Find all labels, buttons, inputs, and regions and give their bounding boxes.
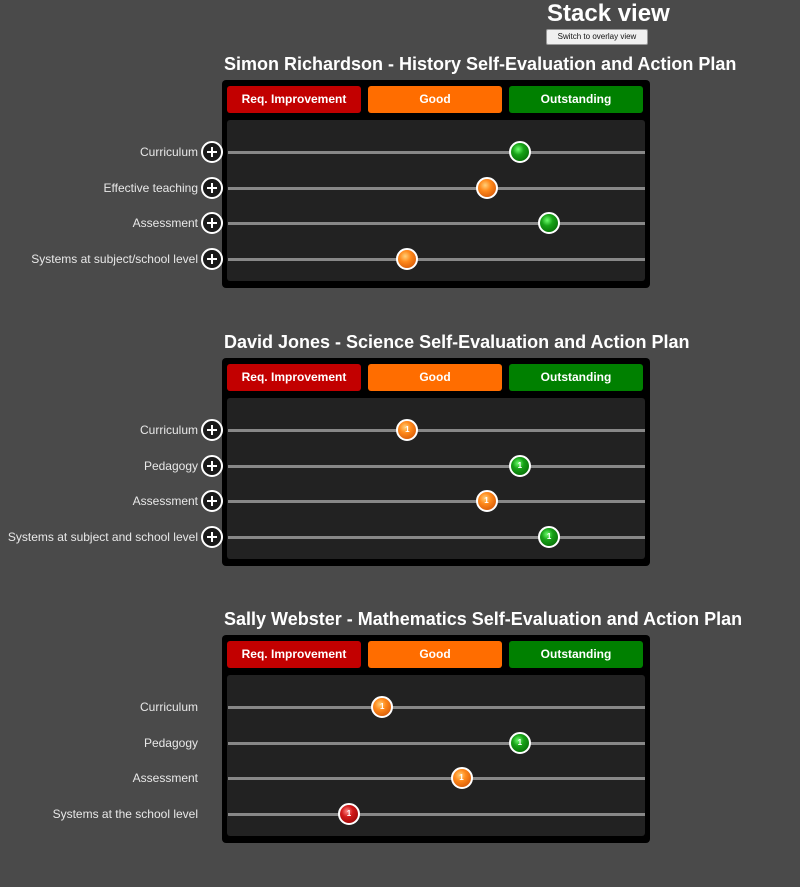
rating-marker-red[interactable]: 1 <box>338 803 360 825</box>
evaluation-panel <box>222 80 650 288</box>
expand-plus-icon[interactable] <box>201 490 223 512</box>
plan-title: David Jones - Science Self-Evaluation and Action Plan <box>224 332 690 352</box>
criterion-slider-track <box>228 536 645 539</box>
plan-section-3 <box>0 607 800 887</box>
criterion-slider-track <box>228 258 645 261</box>
rating-marker-orange[interactable] <box>476 177 498 199</box>
rating-marker-green[interactable]: 1 <box>509 455 531 477</box>
criterion-label: Curriculum <box>139 423 198 437</box>
band-req-improvement: Req. Improvement <box>227 86 361 113</box>
expand-plus-icon[interactable] <box>201 212 223 234</box>
criterion-label: Assessment <box>132 216 198 230</box>
evaluation-panel <box>222 635 650 843</box>
rating-marker-orange[interactable]: 1 <box>451 767 473 789</box>
criterion-label: Systems at subject/school level <box>31 252 198 266</box>
criterion-label: Pedagogy <box>143 736 198 750</box>
plan-section-2 <box>0 330 800 610</box>
expand-plus-icon[interactable] <box>201 455 223 477</box>
band-outstanding: Outstanding <box>509 364 643 391</box>
criterion-label: Effective teaching <box>103 181 198 195</box>
rating-marker-orange[interactable]: 1 <box>476 490 498 512</box>
criterion-slider-track <box>228 187 645 190</box>
expand-plus-icon[interactable] <box>201 248 223 270</box>
criterion-label: Curriculum <box>139 145 198 159</box>
plan-title: Simon Richardson - History Self-Evaluation and Action Plan <box>224 54 737 74</box>
criterion-slider-track <box>228 500 645 503</box>
expand-plus-icon[interactable] <box>201 141 223 163</box>
criterion-slider-track <box>228 813 645 816</box>
evaluation-panel <box>222 358 650 566</box>
criterion-slider-track <box>228 777 645 780</box>
expand-plus-icon[interactable] <box>201 419 223 441</box>
criterion-label: Systems at subject and school level <box>7 530 198 544</box>
band-req-improvement: Req. Improvement <box>227 364 361 391</box>
band-good: Good <box>368 364 502 391</box>
plan-title: Sally Webster - Mathematics Self-Evaluation and Action Plan <box>224 609 743 629</box>
tracks-area <box>227 398 645 559</box>
tracks-area <box>227 675 645 836</box>
band-good: Good <box>368 641 502 668</box>
criterion-slider-track <box>228 222 645 225</box>
page-title: Stack view <box>547 0 670 27</box>
criterion-slider-track <box>228 465 645 468</box>
criterion-label: Assessment <box>132 494 198 508</box>
plan-section-1 <box>0 52 800 332</box>
criterion-label: Pedagogy <box>143 459 198 473</box>
rating-marker-orange[interactable]: 1 <box>371 696 393 718</box>
rating-marker-green[interactable]: 1 <box>509 732 531 754</box>
criterion-label: Assessment <box>132 771 198 785</box>
criterion-slider-track <box>228 706 645 709</box>
criterion-slider-track <box>228 151 645 154</box>
band-outstanding: Outstanding <box>509 641 643 668</box>
band-outstanding: Outstanding <box>509 86 643 113</box>
rating-marker-green[interactable]: 1 <box>538 526 560 548</box>
band-good: Good <box>368 86 502 113</box>
criterion-label: Curriculum <box>139 700 198 714</box>
criterion-slider-track <box>228 742 645 745</box>
switch-to-overlay-button[interactable]: Switch to overlay view <box>546 29 648 45</box>
rating-marker-green[interactable] <box>509 141 531 163</box>
band-req-improvement: Req. Improvement <box>227 641 361 668</box>
rating-marker-orange[interactable]: 1 <box>396 419 418 441</box>
tracks-area <box>227 120 645 281</box>
criterion-slider-track <box>228 429 645 432</box>
expand-plus-icon[interactable] <box>201 177 223 199</box>
rating-marker-green[interactable] <box>538 212 560 234</box>
criterion-label: Systems at the school level <box>52 807 198 821</box>
expand-plus-icon[interactable] <box>201 526 223 548</box>
